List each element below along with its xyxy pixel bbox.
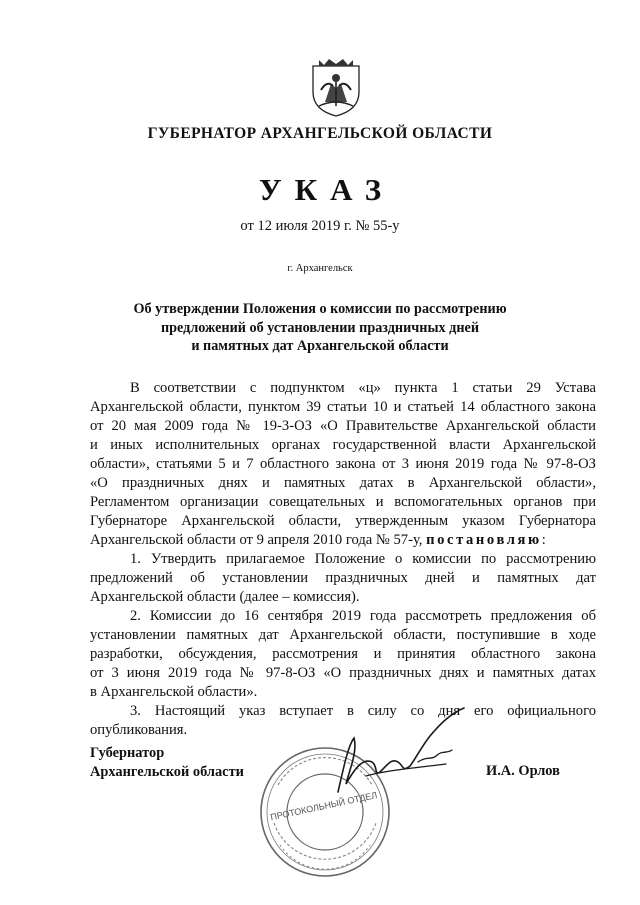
preamble-line: и иных исполнительных органах государственной власти Архангельской bbox=[90, 437, 596, 453]
document-type: УКАЗ bbox=[258, 172, 395, 207]
subject-line: Об утверждении Положения о комиссии по рассмотрению bbox=[133, 301, 507, 317]
subject-line: и памятных дат Архангельской области bbox=[191, 338, 449, 354]
signatory-position-line: Губернатор bbox=[90, 745, 165, 761]
item-3-last-line: опубликования. bbox=[90, 722, 188, 738]
preamble-line: В соответствии с подпунктом «ц» пункта 1 статьи 29 Устава bbox=[130, 380, 596, 396]
item-2-line: разработки, обсуждения, рассмотрения и принятия областного закона bbox=[90, 646, 596, 662]
item-1-line: предложений об установлении праздничных дней и памятных дат bbox=[90, 570, 596, 586]
item-2-line: 2. Комиссии до 16 сентября 2019 года рассмотреть предложения об bbox=[130, 608, 596, 624]
item-2-line: от 3 июня 2019 года № 97-8-ОЗ «О праздничных днях и памятных датах bbox=[90, 665, 596, 681]
arkhangelsk-coat-of-arms-icon bbox=[309, 56, 363, 118]
item-1-last-line: Архангельской области (далее – комиссия). bbox=[90, 589, 360, 605]
signatory-position bbox=[90, 744, 244, 782]
decree-subject bbox=[0, 300, 640, 356]
signatory-name: И.А. Орлов bbox=[486, 763, 560, 779]
decree-city: г. Архангельск bbox=[287, 263, 353, 274]
handwritten-signature bbox=[318, 706, 478, 798]
item-3-line: 3. Настоящий указ вступает в силу со дня его официального bbox=[130, 703, 596, 719]
preamble-line: «О праздничных днях и памятных датах в Архангельской области», bbox=[90, 475, 596, 491]
stamp-text: ПРОТОКОЛЬНЫЙ ОТДЕЛ bbox=[269, 789, 379, 823]
resolve-word: постановляю bbox=[426, 532, 542, 548]
preamble-last-text: Архангельской области от 9 апреля 2010 года № 57-у, bbox=[90, 532, 423, 548]
preamble-line: Архангельской области, пунктом 39 статьи 10 и статьей 14 областного закона bbox=[90, 399, 596, 415]
decree-body bbox=[90, 379, 596, 740]
item-1-line: 1. Утвердить прилагаемое Положение о комиссии по рассмотрению bbox=[130, 551, 596, 567]
preamble-last-line: Архангельской области от 9 апреля 2010 года № 57-у, постановляю: bbox=[90, 532, 546, 548]
preamble-line: Регламентом организации совещательных и вспомогательных органов при bbox=[90, 494, 596, 510]
preamble-line: от 20 мая 2009 года № 19-3-ОЗ «О Правительстве Архангельской области bbox=[90, 418, 596, 434]
signatory-position-line: Архангельской области bbox=[90, 764, 244, 780]
authority-title: ГУБЕРНАТОР АРХАНГЕЛЬСКОЙ ОБЛАСТИ bbox=[147, 125, 493, 142]
item-2-last-line: в Архангельской области». bbox=[90, 684, 258, 700]
subject-line: предложений об установлении праздничных дней bbox=[160, 319, 479, 336]
item-2-line: установлении памятных дат Архангельской области, поступившие в ходе bbox=[90, 627, 596, 643]
preamble-line: области», статьями 5 и 7 областного закона от 3 июня 2019 года № 97-8-ОЗ bbox=[90, 456, 596, 472]
decree-date-number: от 12 июля 2019 г. № 55-у bbox=[240, 218, 400, 234]
preamble-line: Губернаторе Архангельской области, утвержденным указом Губернатора bbox=[90, 513, 596, 529]
